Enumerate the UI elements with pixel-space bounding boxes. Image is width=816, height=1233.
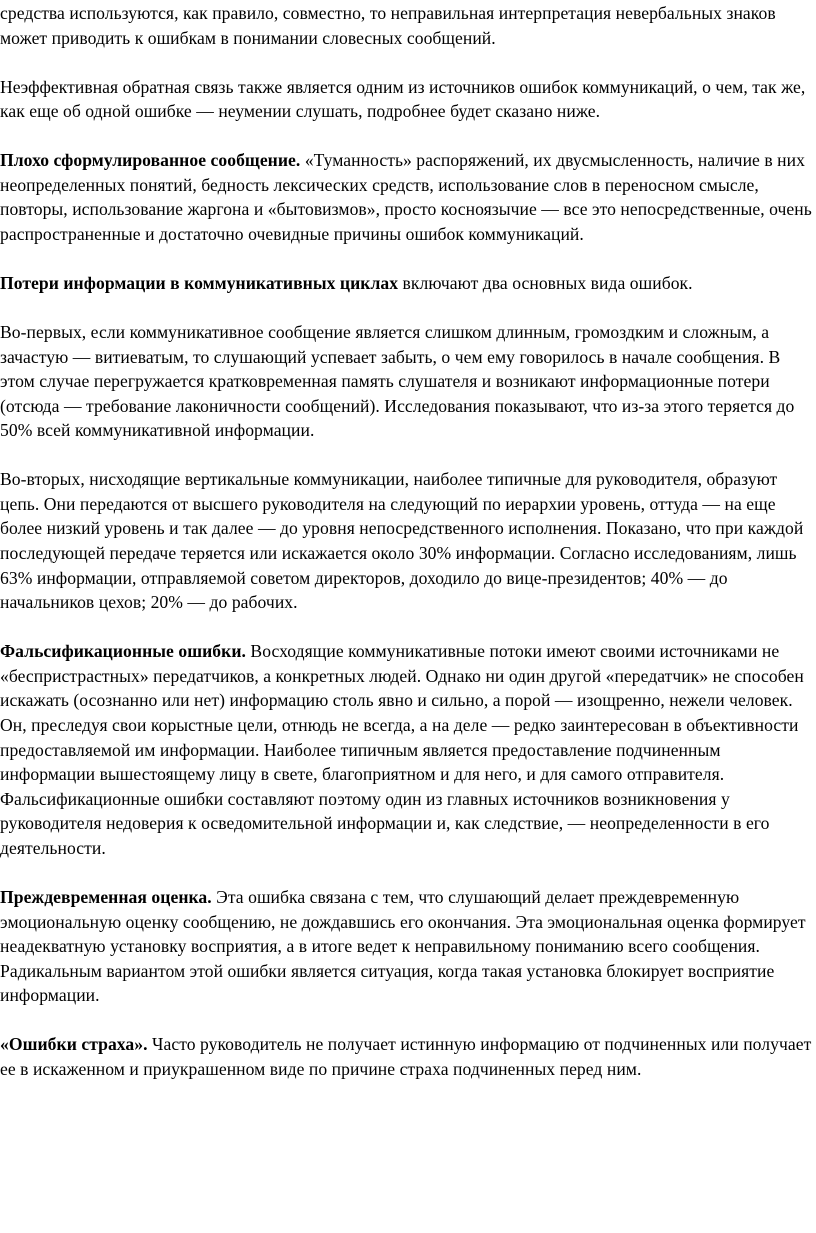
paragraph-nonverbal-misinterpretation bbox=[0, 1, 816, 50]
paragraph-lead-heading: «Ошибки страха». bbox=[0, 1034, 148, 1055]
paragraph-poorly-formulated-message bbox=[0, 148, 816, 246]
paragraph-premature-evaluation bbox=[0, 885, 816, 1008]
paragraph-text: Во-первых, если коммуникативное сообщение является слишком длинным, громоздким и сложным, а зачастую — витиеватым, то слушающий успевает забыть, о чем ему говорилось в начале сообщения. В этом случае перегружается кратковременная память слушателя и возникают информационные потери (отсюда — требование лаконичности сообщений). Исследования показывают, что из-за этого теряется до 50% всей коммуникативной информации. bbox=[0, 321, 795, 441]
paragraph-text: Во-вторых, нисходящие вертикальные коммуникации, наиболее типичные для руководителя, образуют цепь. Они передаются от высшего руководителя на следующий по иерархии уровень, оттуда — на еще более низкий уровень и так далее — до уровня непосредственного исполнения. Показано, что при каждой последующей передаче теряется или искажается около 30% информации. Согласно исследованиям, лишь 63% информации, отправляемой советом директоров, доходило до вице-президентов; 40% — до начальников цехов; 20% — до рабочих. bbox=[0, 469, 804, 613]
paragraph-text: средства используются, как правило, совместно, то неправильная интерпретация невербальных знаков может приводить к ошибкам в понимании словесных сообщений. bbox=[0, 3, 776, 48]
paragraph-lead-heading: Фальсификационные ошибки. bbox=[0, 641, 246, 662]
paragraph-text: Восходящие коммуникативные потоки имеют своими источниками не «беспристрастных» передатчиков, а конкретных людей. Однако ни один другой «передатчик» не способен искажать (осознанно или нет) информацию столь явно и сильно, а порой — изощренно, нежели человек. Он, преследуя свои корыстные цели, отнюдь не всегда, а на деле — редко заинтересован в объективности предоставляемой им информации. Наиболее типичным является предоставление подчиненным информации вышестоящему лицу в свете, благоприятном и для него, и для самого отправителя. Фальсификационные ошибки составляют поэтому один из главных источников возникновения у руководителя недоверия к осведомительной информации и, как следствие, — неопределенности в его деятельности. bbox=[0, 641, 804, 858]
paragraph-lead-heading: Преждевременная оценка. bbox=[0, 886, 212, 907]
paragraph-falsification-errors bbox=[0, 639, 816, 860]
paragraph-second-error-type bbox=[0, 467, 816, 615]
paragraph-text: Эта ошибка связана с тем, что слушающий делает преждевременную эмоциональную оценку сообщению, не дождавшись его окончания. Эта эмоциональная оценка формирует неадекватную установку восприятия, а в итоге ведет к неправильному пониманию всего сообщения. Радикальным вариантом этой ошибки является ситуация, когда такая установка блокирует восприятие информации. bbox=[0, 886, 806, 1006]
paragraph-text: «Туманность» распоряжений, их двусмысленность, наличие в них неопределенных понятий, бедность лексических средств, использование слов в переносном смысле, повторы, использование жаргона и «бытовизмов», просто косноязычие — все это непосредственные, очень распространенные и достаточно очевидные причины ошибок коммуникаций. bbox=[0, 150, 812, 244]
paragraph-text: Неэффективная обратная связь также является одним из источников ошибок коммуникаций, о чем, так же, как еще об одной ошибке — неумении слушать, подробнее будет сказано ниже. bbox=[0, 76, 806, 122]
paragraph-lead-heading: Потери информации в коммуникативных циклах bbox=[0, 272, 399, 293]
paragraph-information-loss bbox=[0, 271, 816, 296]
paragraph-ineffective-feedback bbox=[0, 75, 816, 124]
paragraph-text: Часто руководитель не получает истинную информацию от подчиненных или получает ее в искаженном и приукрашенном виде по причине страха подчиненных перед ним. bbox=[0, 1034, 812, 1079]
paragraph-first-error-type bbox=[0, 320, 816, 443]
paragraph-fear-errors bbox=[0, 1032, 816, 1081]
paragraph-lead-heading: Плохо сформулированное сообщение. bbox=[0, 150, 301, 171]
paragraph-text: включают два основных вида ошибок. bbox=[398, 272, 693, 293]
